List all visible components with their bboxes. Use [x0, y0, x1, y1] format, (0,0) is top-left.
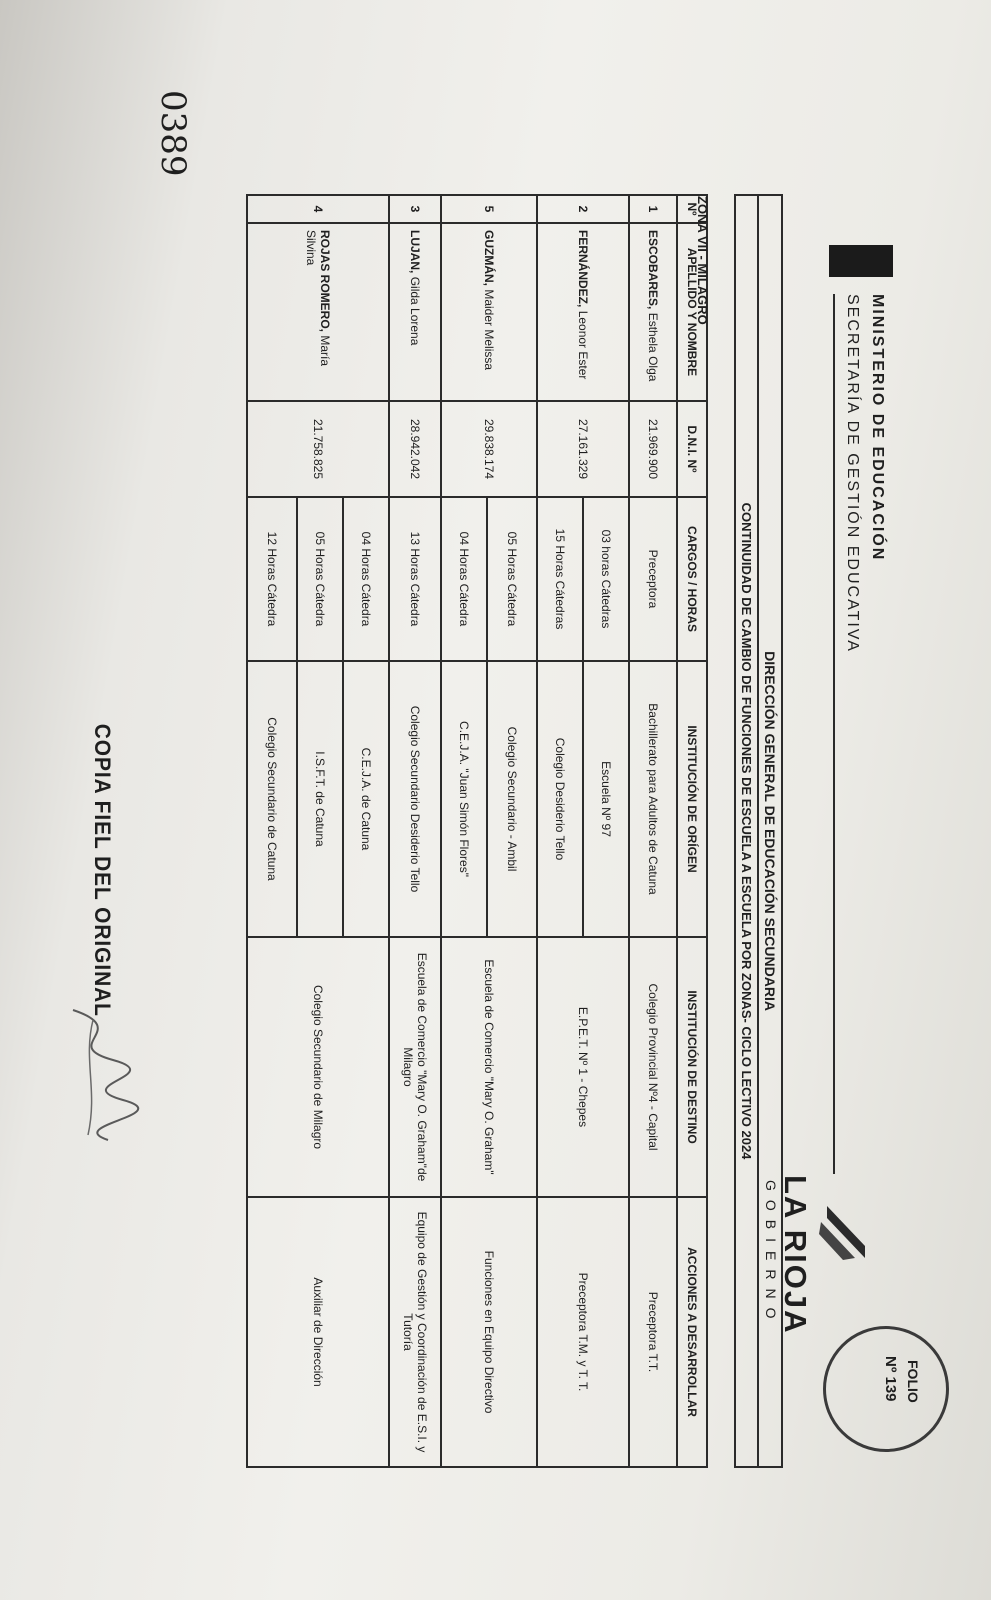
folio-number: Nº 139	[882, 1356, 899, 1402]
zone-label: ZONA VII - MILAGRO	[695, 196, 710, 325]
logo-subtext: GOBIERNO	[763, 1180, 779, 1328]
row-cargo: 13 Horas Cátedra	[389, 497, 441, 661]
col-header-dni: D.N.I. Nº	[677, 401, 707, 497]
col-header-origen: INSTITUCIÓN DE ORÍGEN	[677, 661, 707, 937]
row-cargo: 03 horas Cátedras	[583, 497, 629, 661]
row-origen: Colegio Secundario de Catuna	[247, 661, 297, 937]
col-header-name: APELLIDO Y NOMBRE	[677, 223, 707, 401]
col-header-acciones: ACCIONES A DESARROLLAR	[677, 1197, 707, 1467]
row-name: ROJAS ROMERO, María Silvina	[247, 223, 389, 401]
row-origen: C.E.J.A. "Juan Simón Flores"	[441, 661, 487, 937]
row-number: 1	[629, 195, 677, 223]
row-number: 5	[441, 195, 537, 223]
row-acciones: Equipo de Gestión y Coordinación de E.S.I. y Tutoría	[389, 1197, 441, 1467]
row-name: ESCOBARES, Esthela Olga	[629, 223, 677, 401]
row-cargo: 05 Horas Cátedra	[297, 497, 343, 661]
row-acciones: Preceptora T.T.	[629, 1197, 677, 1467]
row-acciones: Preceptora T.M. y T. T.	[537, 1197, 629, 1467]
row-dni: 27.161.329	[537, 401, 629, 497]
row-origen: I.S.F.T. de Catuna	[297, 661, 343, 937]
assignments-table	[246, 194, 783, 1468]
row-origen: Colegio Desiderio Tello	[537, 661, 583, 937]
table-row	[389, 195, 441, 1467]
row-origen: Bachillerato para Adultos de Catuna	[629, 661, 677, 937]
row-destino: Escuela de Comercio "Mary O. Graham"de Milagro	[389, 937, 441, 1197]
row-destino: Colegio Provincial Nº4 - Capital	[629, 937, 677, 1197]
row-cargo: 05 Horas Cátedra	[487, 497, 537, 661]
table-row	[487, 195, 537, 1467]
row-dni: 21.969.900	[629, 401, 677, 497]
logo-text: LA RIOJA	[778, 1175, 813, 1335]
secretaria-name: SECRETARÍA DE GESTIÓN EDUCATIVA	[844, 294, 861, 653]
row-number: 4	[247, 195, 389, 223]
document-title: DIRECCIÓN GENERAL DE EDUCACIÓN SECUNDARIA	[758, 195, 782, 1467]
row-dni: 21.758.825	[247, 401, 389, 497]
row-cargo: 04 Horas Cátedra	[441, 497, 487, 661]
signature-icon	[43, 1000, 153, 1150]
row-dni: 28.942.042	[389, 401, 441, 497]
copy-stamp: COPIA FIEL DEL ORIGINAL	[90, 723, 115, 1017]
handwritten-number: 0389	[153, 90, 193, 177]
row-name: FERNÁNDEZ, Leonor Ester	[537, 223, 629, 401]
row-number: 3	[389, 195, 441, 223]
row-acciones: Funciones en Equipo Directivo	[441, 1197, 537, 1467]
row-cargo: Preceptora	[629, 497, 677, 661]
col-header-num: Nº	[677, 195, 707, 223]
row-name: LUJAN, Gilda Lorena	[389, 223, 441, 401]
document-subtitle: CONTINUIDAD DE CAMBIO DE FUNCIONES DE ESCUELA A ESCUELA POR ZONAS- CICLO LECTIVO 2024	[735, 195, 758, 1467]
folio-label: FOLIO	[905, 1360, 921, 1403]
row-cargo: 04 Horas Cátedra	[343, 497, 389, 661]
la-rioja-logo-icon	[815, 1200, 871, 1264]
table-row	[343, 195, 389, 1467]
row-number: 2	[537, 195, 629, 223]
col-header-cargos: CARGOS / HORAS	[677, 497, 707, 661]
row-destino: E.P.E.T. Nº 1 - Chepes	[537, 937, 629, 1197]
row-origen: Colegio Secundario - Ambil	[487, 661, 537, 937]
zone-spacer	[707, 195, 735, 1467]
header-divider	[833, 294, 835, 1174]
row-cargo: 15 Horas Cátedras	[537, 497, 583, 661]
table-row	[629, 195, 677, 1467]
row-origen: C.E.J.A. de Catuna	[343, 661, 389, 937]
table-row	[583, 195, 629, 1467]
row-acciones: Auxiliar de Dirección	[247, 1197, 389, 1467]
row-dni: 29.838.174	[441, 401, 537, 497]
header-black-bar	[829, 245, 893, 277]
row-cargo: 12 Horas Cátedra	[247, 497, 297, 661]
ministry-name: MINISTERIO DE EDUCACIÓN	[869, 294, 886, 562]
row-destino: Escuela de Comercio "Mary O. Graham"	[441, 937, 537, 1197]
row-origen: Colegio Secundario Desiderio Tello	[389, 661, 441, 937]
row-name: GUZMÁN, Maider Melissa	[441, 223, 537, 401]
row-destino: Colegio Secundario de Milagro	[247, 937, 389, 1197]
row-origen: Escuela Nº 97	[583, 661, 629, 937]
col-header-destino: INSTITUCIÓN DE DESTINO	[677, 937, 707, 1197]
